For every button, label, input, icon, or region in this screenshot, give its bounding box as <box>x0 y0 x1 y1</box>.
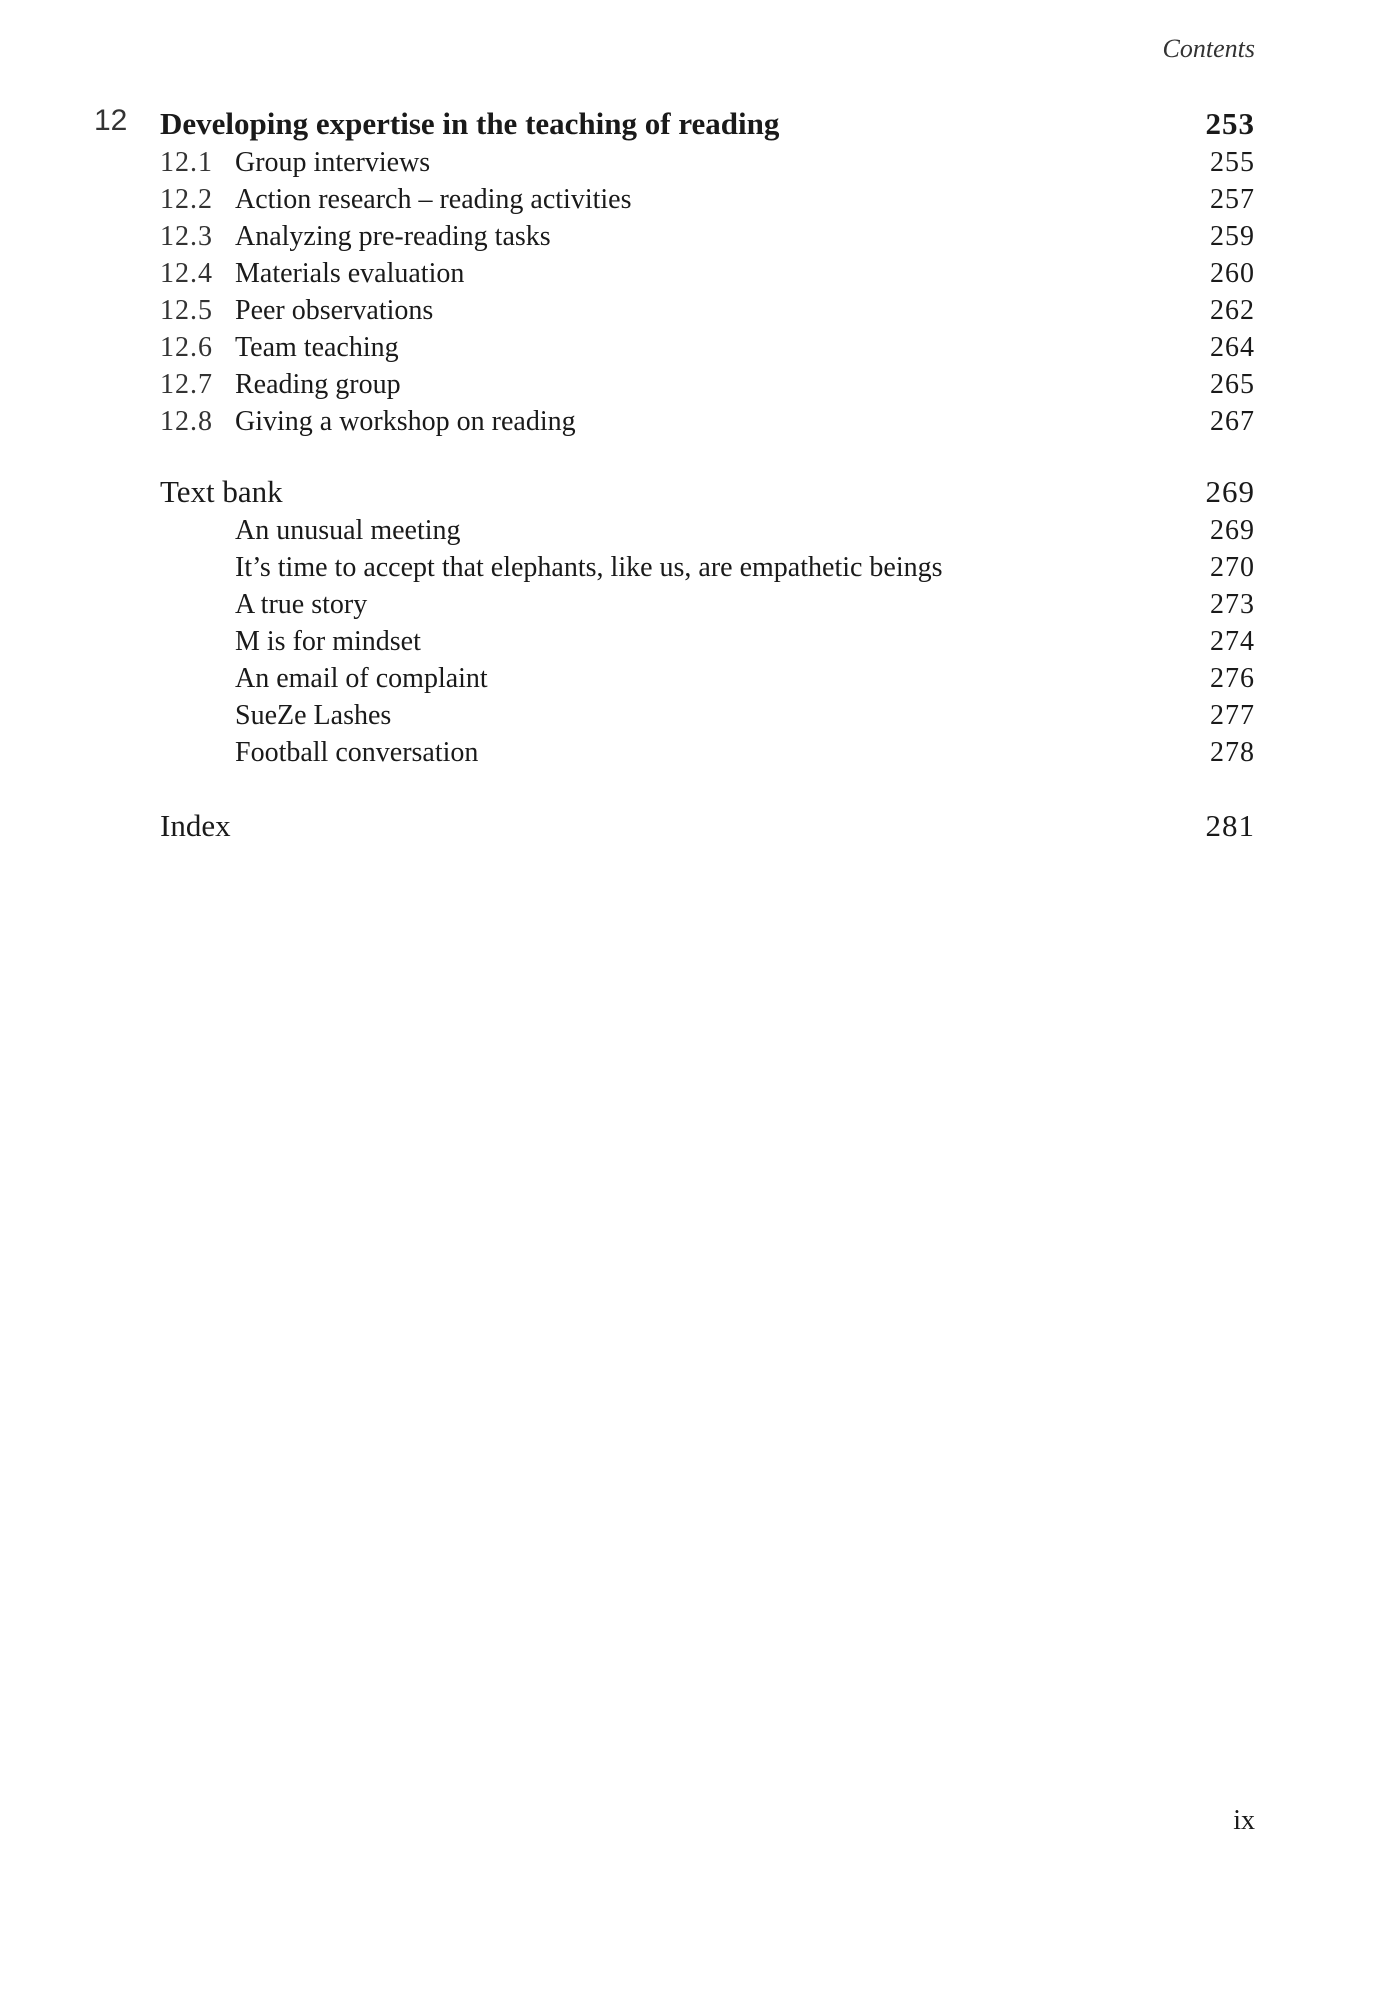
entry-number: 12.1 <box>160 147 213 178</box>
entry-page: 255 <box>1210 147 1255 178</box>
entry-page: 274 <box>1210 626 1255 657</box>
text-bank-page: 269 <box>1205 474 1255 509</box>
entry-page: 278 <box>1210 737 1255 768</box>
chapter-page: 253 <box>1205 106 1255 141</box>
index-section <box>160 806 1255 846</box>
entry-page: 267 <box>1210 406 1255 437</box>
toc-entry[interactable] <box>160 218 1255 255</box>
entry-number: 12.7 <box>160 369 213 400</box>
entry-title: Analyzing pre-reading tasks <box>235 221 551 252</box>
entry-title: Reading group <box>235 369 401 400</box>
entry-page: 259 <box>1210 221 1255 252</box>
entry-page: 264 <box>1210 332 1255 363</box>
entry-title: A true story <box>235 589 368 620</box>
entry-number: 12.4 <box>160 258 213 289</box>
index-heading[interactable] <box>160 806 1255 846</box>
toc-entry[interactable] <box>160 181 1255 218</box>
index-page: 281 <box>1205 808 1255 843</box>
toc-entry[interactable] <box>160 144 1255 181</box>
toc-entry[interactable] <box>160 586 1255 623</box>
entry-title: Group interviews <box>235 147 431 178</box>
entry-number: 12.3 <box>160 221 213 252</box>
entry-page: 257 <box>1210 184 1255 215</box>
toc-entry[interactable] <box>160 292 1255 329</box>
entry-page: 273 <box>1210 589 1255 620</box>
entry-title: Giving a workshop on reading <box>235 406 576 437</box>
toc-entry[interactable] <box>160 549 1255 586</box>
toc-entry[interactable] <box>160 512 1255 549</box>
page-number: ix <box>1233 1805 1255 1836</box>
entry-page: 277 <box>1210 700 1255 731</box>
entry-number: 12.5 <box>160 295 213 326</box>
entry-page: 276 <box>1210 663 1255 694</box>
entry-title: An unusual meeting <box>235 515 461 546</box>
running-head: Contents <box>1162 34 1255 63</box>
chapter-section <box>160 104 1255 440</box>
text-bank-section <box>160 472 1255 771</box>
entry-number: 12.2 <box>160 184 213 215</box>
entry-page: 262 <box>1210 295 1255 326</box>
entry-title: An email of complaint <box>235 663 488 694</box>
toc-entry[interactable] <box>160 623 1255 660</box>
toc-entry[interactable] <box>160 697 1255 734</box>
toc-entry[interactable] <box>160 366 1255 403</box>
index-title: Index <box>160 808 231 843</box>
entry-title: Materials evaluation <box>235 258 465 289</box>
entry-page: 265 <box>1210 369 1255 400</box>
text-bank-heading[interactable] <box>160 472 1255 512</box>
entry-number: 12.8 <box>160 406 213 437</box>
entry-title: Peer observations <box>235 295 434 326</box>
entry-title: M is for mindset <box>235 626 421 657</box>
text-bank-title: Text bank <box>160 474 283 509</box>
entry-page: 270 <box>1210 552 1255 583</box>
chapter-heading[interactable] <box>160 104 1255 144</box>
entry-title: SueZe Lashes <box>235 700 392 731</box>
entry-title: Team teaching <box>235 332 399 363</box>
toc-entry[interactable] <box>160 255 1255 292</box>
entry-title: It’s time to accept that elephants, like us, are empathetic beings <box>235 552 943 583</box>
entry-page: 269 <box>1210 515 1255 546</box>
toc-entry[interactable] <box>160 734 1255 771</box>
entry-page: 260 <box>1210 258 1255 289</box>
toc-entry[interactable] <box>160 329 1255 366</box>
entry-title: Action research – reading activities <box>235 184 632 215</box>
chapter-title: Developing expertise in the teaching of reading <box>160 106 780 141</box>
toc-entry[interactable] <box>160 403 1255 440</box>
entry-title: Football conversation <box>235 737 479 768</box>
toc-entry[interactable] <box>160 660 1255 697</box>
chapter-number: 12 <box>94 104 128 137</box>
entry-number: 12.6 <box>160 332 213 363</box>
